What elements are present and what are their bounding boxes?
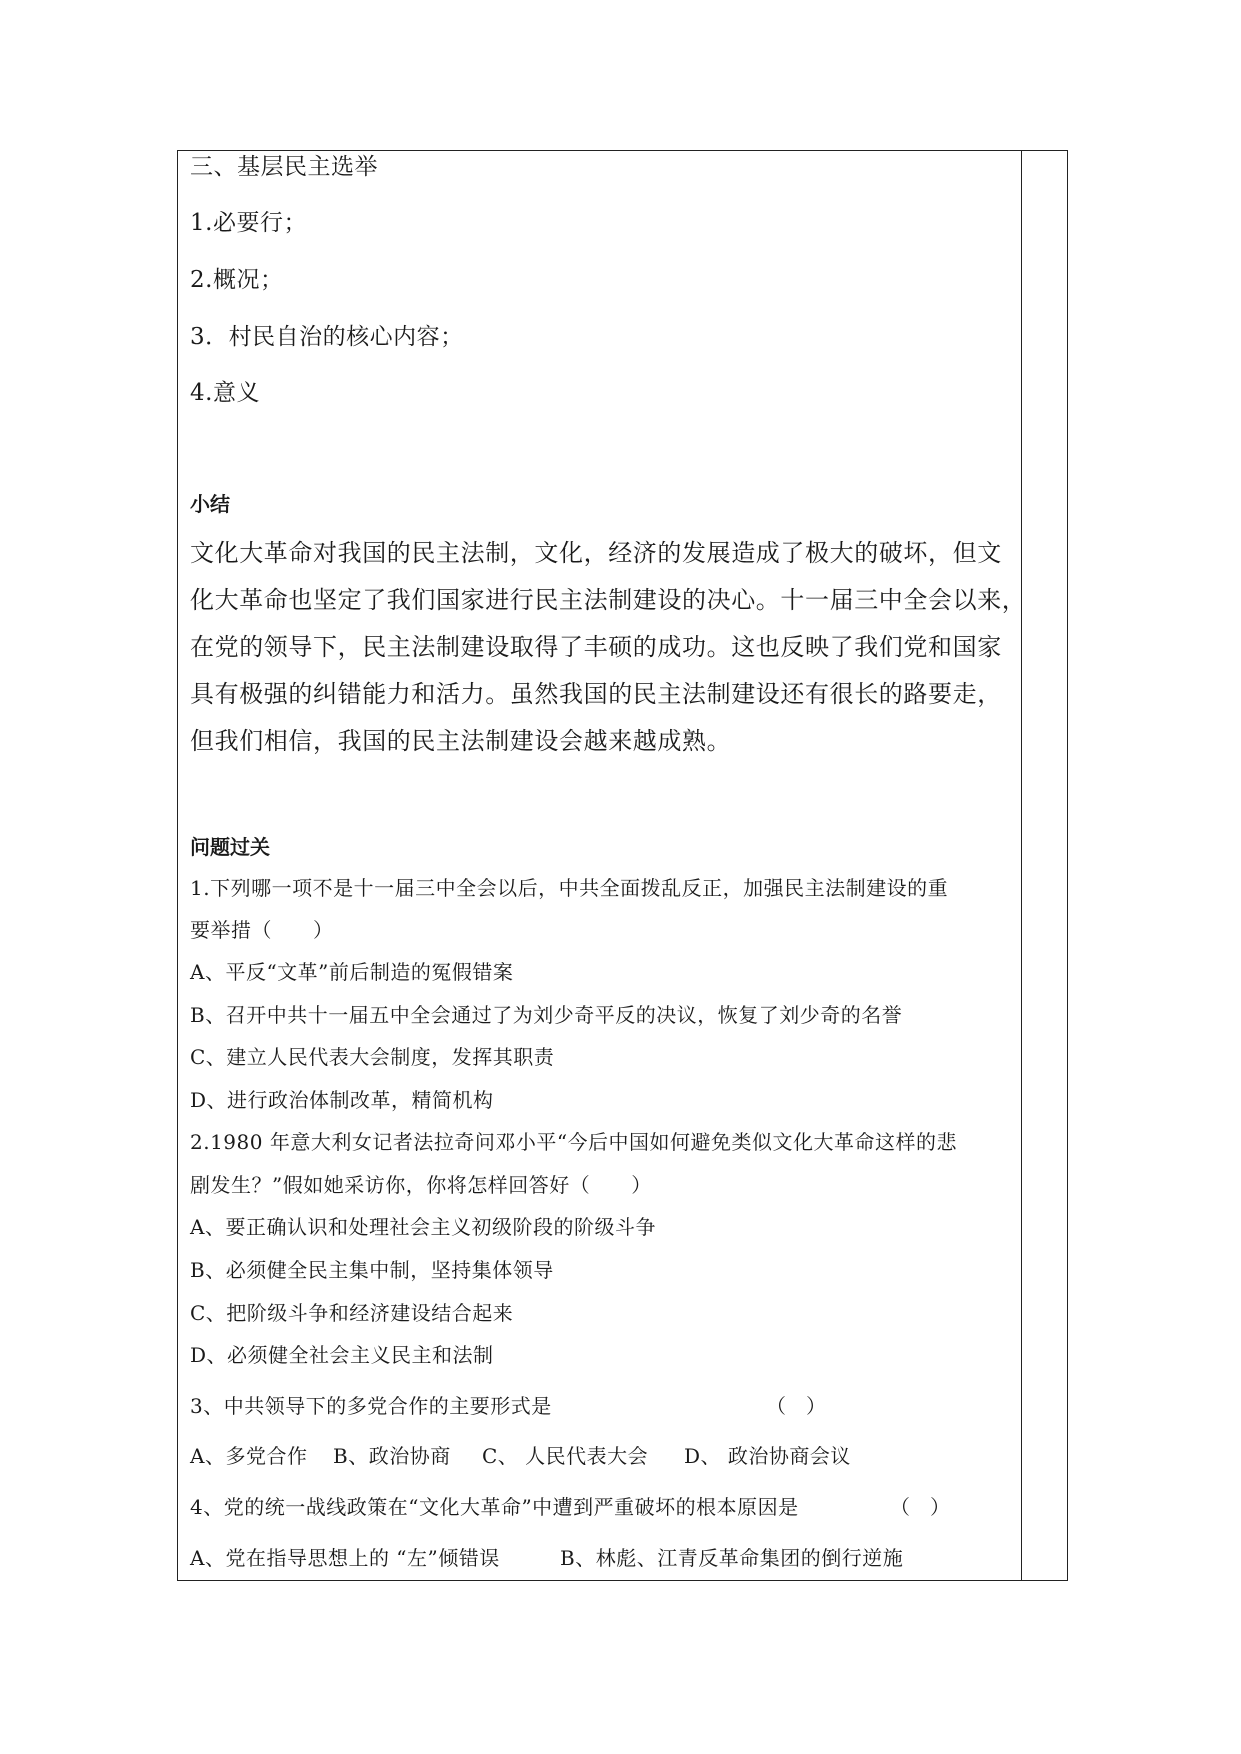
summary-line: 但我们相信，我国的民主法制建设会越来越成熟。 [190,727,732,755]
summary-line: 化大革命也坚定了我们国家进行民主法制建设的决心。十一届三中全会以来， [190,586,1027,614]
section-item: 2.概况； [190,267,284,293]
question-3-option: B、政治协商 [333,1444,451,1468]
question-2-option: C、把阶级斗争和经济建设结合起来 [190,1301,514,1325]
question-3-option: C、 人民代表大会 [482,1444,649,1468]
question-1-option: A、平反“文革”前后制造的冤假错案 [190,960,514,984]
section-item: 3．村民自治的核心内容； [190,324,464,350]
question-3-stem: 3、中共领导下的多党合作的主要形式是 [190,1394,552,1418]
question-2-stem: 2.1980 年意大利女记者法拉奇问邓小平“今后中国如何避免类似文化大革命这样的悲 [190,1130,958,1154]
question-4-stem: 4、党的统一战线政策在“文化大革命”中遭到严重破坏的根本原因是 [190,1495,799,1519]
summary-line: 文化大革命对我国的民主法制，文化，经济的发展造成了极大的破坏，但文 [190,539,1002,567]
question-4-blank: （ ） [890,1495,950,1519]
question-1-stem: 1.下列哪一项不是十一届三中全会以后，中共全面拨乱反正，加强民主法制建设的重 [190,876,949,900]
question-3-option: A、多党合作 [190,1444,308,1468]
question-1-option: B、召开中共十一届五中全会通过了为刘少奇平反的决议，恢复了刘少奇的名誉 [190,1003,903,1027]
summary-line: 具有极强的纠错能力和活力。虽然我国的民主法制建设还有很长的路要走， [190,680,1002,708]
question-2-option: B、必须健全民主集中制，坚持集体领导 [190,1258,554,1282]
question-1-option: C、建立人民代表大会制度，发挥其职责 [190,1045,555,1069]
summary-heading: 小结 [190,492,230,516]
question-3-option: D、 政治协商会议 [684,1444,851,1468]
question-3-blank: （ ） [766,1394,826,1418]
section-heading: 三、基层民主选举 [190,154,378,180]
question-2-option: A、要正确认识和处理社会主义初级阶段的阶级斗争 [190,1215,656,1239]
summary-line: 在党的领导下，民主法制建设取得了丰硕的成功。这也反映了我们党和国家 [190,633,1002,661]
table-column-divider [1021,150,1022,1581]
question-2-stem: 剧发生？”假如她采访你，你将怎样回答好（ ） [190,1173,652,1197]
question-1-stem: 要举措（ ） [190,918,334,942]
question-4-option: B、林彪、江青反革命集团的倒行逆施 [560,1546,904,1570]
question-1-option: D、进行政治体制改革，精简机构 [190,1088,494,1112]
quiz-heading: 问题过关 [190,835,270,859]
section-item: 4.意义 [190,380,260,406]
section-item: 1.必要行； [190,210,307,236]
question-4-option: A、党在指导思想上的 “左”倾错误 [190,1546,500,1570]
question-2-option: D、必须健全社会主义民主和法制 [190,1343,494,1367]
